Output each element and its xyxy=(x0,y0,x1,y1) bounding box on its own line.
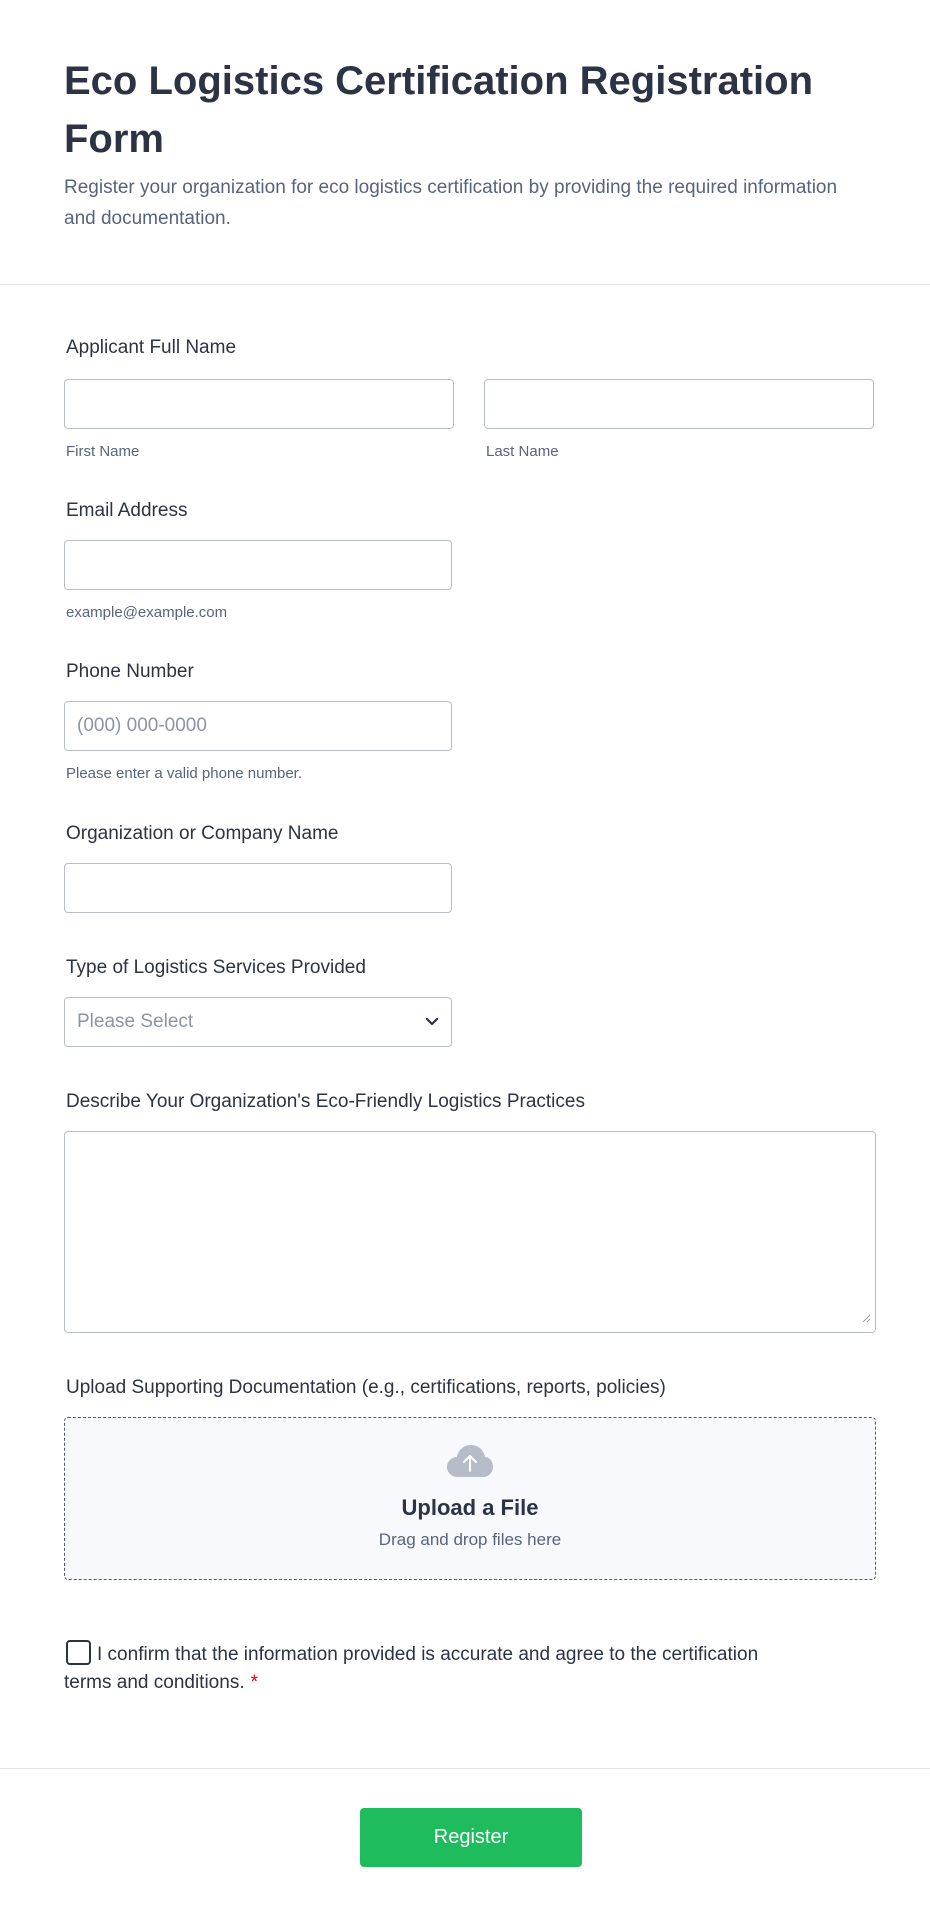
service-type-selected: Please Select xyxy=(77,1011,194,1032)
last-name-input[interactable] xyxy=(484,379,874,429)
service-type-field xyxy=(64,913,876,1047)
register-button[interactable]: Register xyxy=(360,1808,582,1867)
phone-label: Phone Number xyxy=(66,661,194,682)
consent-field xyxy=(64,1580,876,1697)
page-title: Eco Logistics Certification Registration Form xyxy=(64,59,814,161)
consent-text: I confirm that the information provided is accurate and agree to the certification terms and conditions. xyxy=(64,1644,759,1693)
upload-label: Upload Supporting Documentation (e.g., certifications, reports, policies) xyxy=(66,1377,666,1398)
phone-field xyxy=(64,621,876,782)
consent-checkbox[interactable] xyxy=(66,1640,91,1665)
service-type-label: Type of Logistics Services Provided xyxy=(66,957,366,978)
form-footer xyxy=(0,1768,930,1916)
email-field xyxy=(64,460,876,621)
form-header xyxy=(0,0,930,285)
phone-sublabel: Please enter a valid phone number. xyxy=(66,765,302,782)
upload-title: Upload a File xyxy=(401,1495,539,1520)
email-sublabel: example@example.com xyxy=(66,604,228,621)
upload-hint: Drag and drop files here xyxy=(378,1530,562,1549)
first-name-input[interactable] xyxy=(64,379,454,429)
organization-label: Organization or Company Name xyxy=(66,823,339,844)
full-name-field xyxy=(64,285,876,460)
cloud-upload-icon xyxy=(446,1444,494,1478)
practices-textarea[interactable] xyxy=(64,1131,876,1333)
email-input[interactable] xyxy=(64,540,452,590)
file-dropzone[interactable] xyxy=(64,1417,876,1580)
practices-label: Describe Your Organization's Eco-Friendly Logistics Practices xyxy=(66,1091,585,1112)
last-name-sublabel: Last Name xyxy=(486,443,559,460)
practices-field xyxy=(64,1047,876,1333)
phone-input[interactable]: (000) 000-0000 xyxy=(64,701,452,751)
service-type-select[interactable] xyxy=(64,997,452,1047)
form-body xyxy=(0,285,930,1697)
required-mark: * xyxy=(250,1672,258,1693)
resize-handle-icon[interactable] xyxy=(862,1310,871,1328)
chevron-down-icon xyxy=(425,1015,439,1029)
upload-field xyxy=(64,1333,876,1580)
page-description: Register your organization for eco logistics certification by providing the required information and documentation. xyxy=(64,177,838,229)
email-label: Email Address xyxy=(66,500,188,521)
full-name-label: Applicant Full Name xyxy=(66,337,237,358)
organization-input[interactable] xyxy=(64,863,452,913)
organization-field xyxy=(64,782,876,913)
consent-row xyxy=(64,1640,784,1697)
first-name-sublabel: First Name xyxy=(66,443,140,460)
